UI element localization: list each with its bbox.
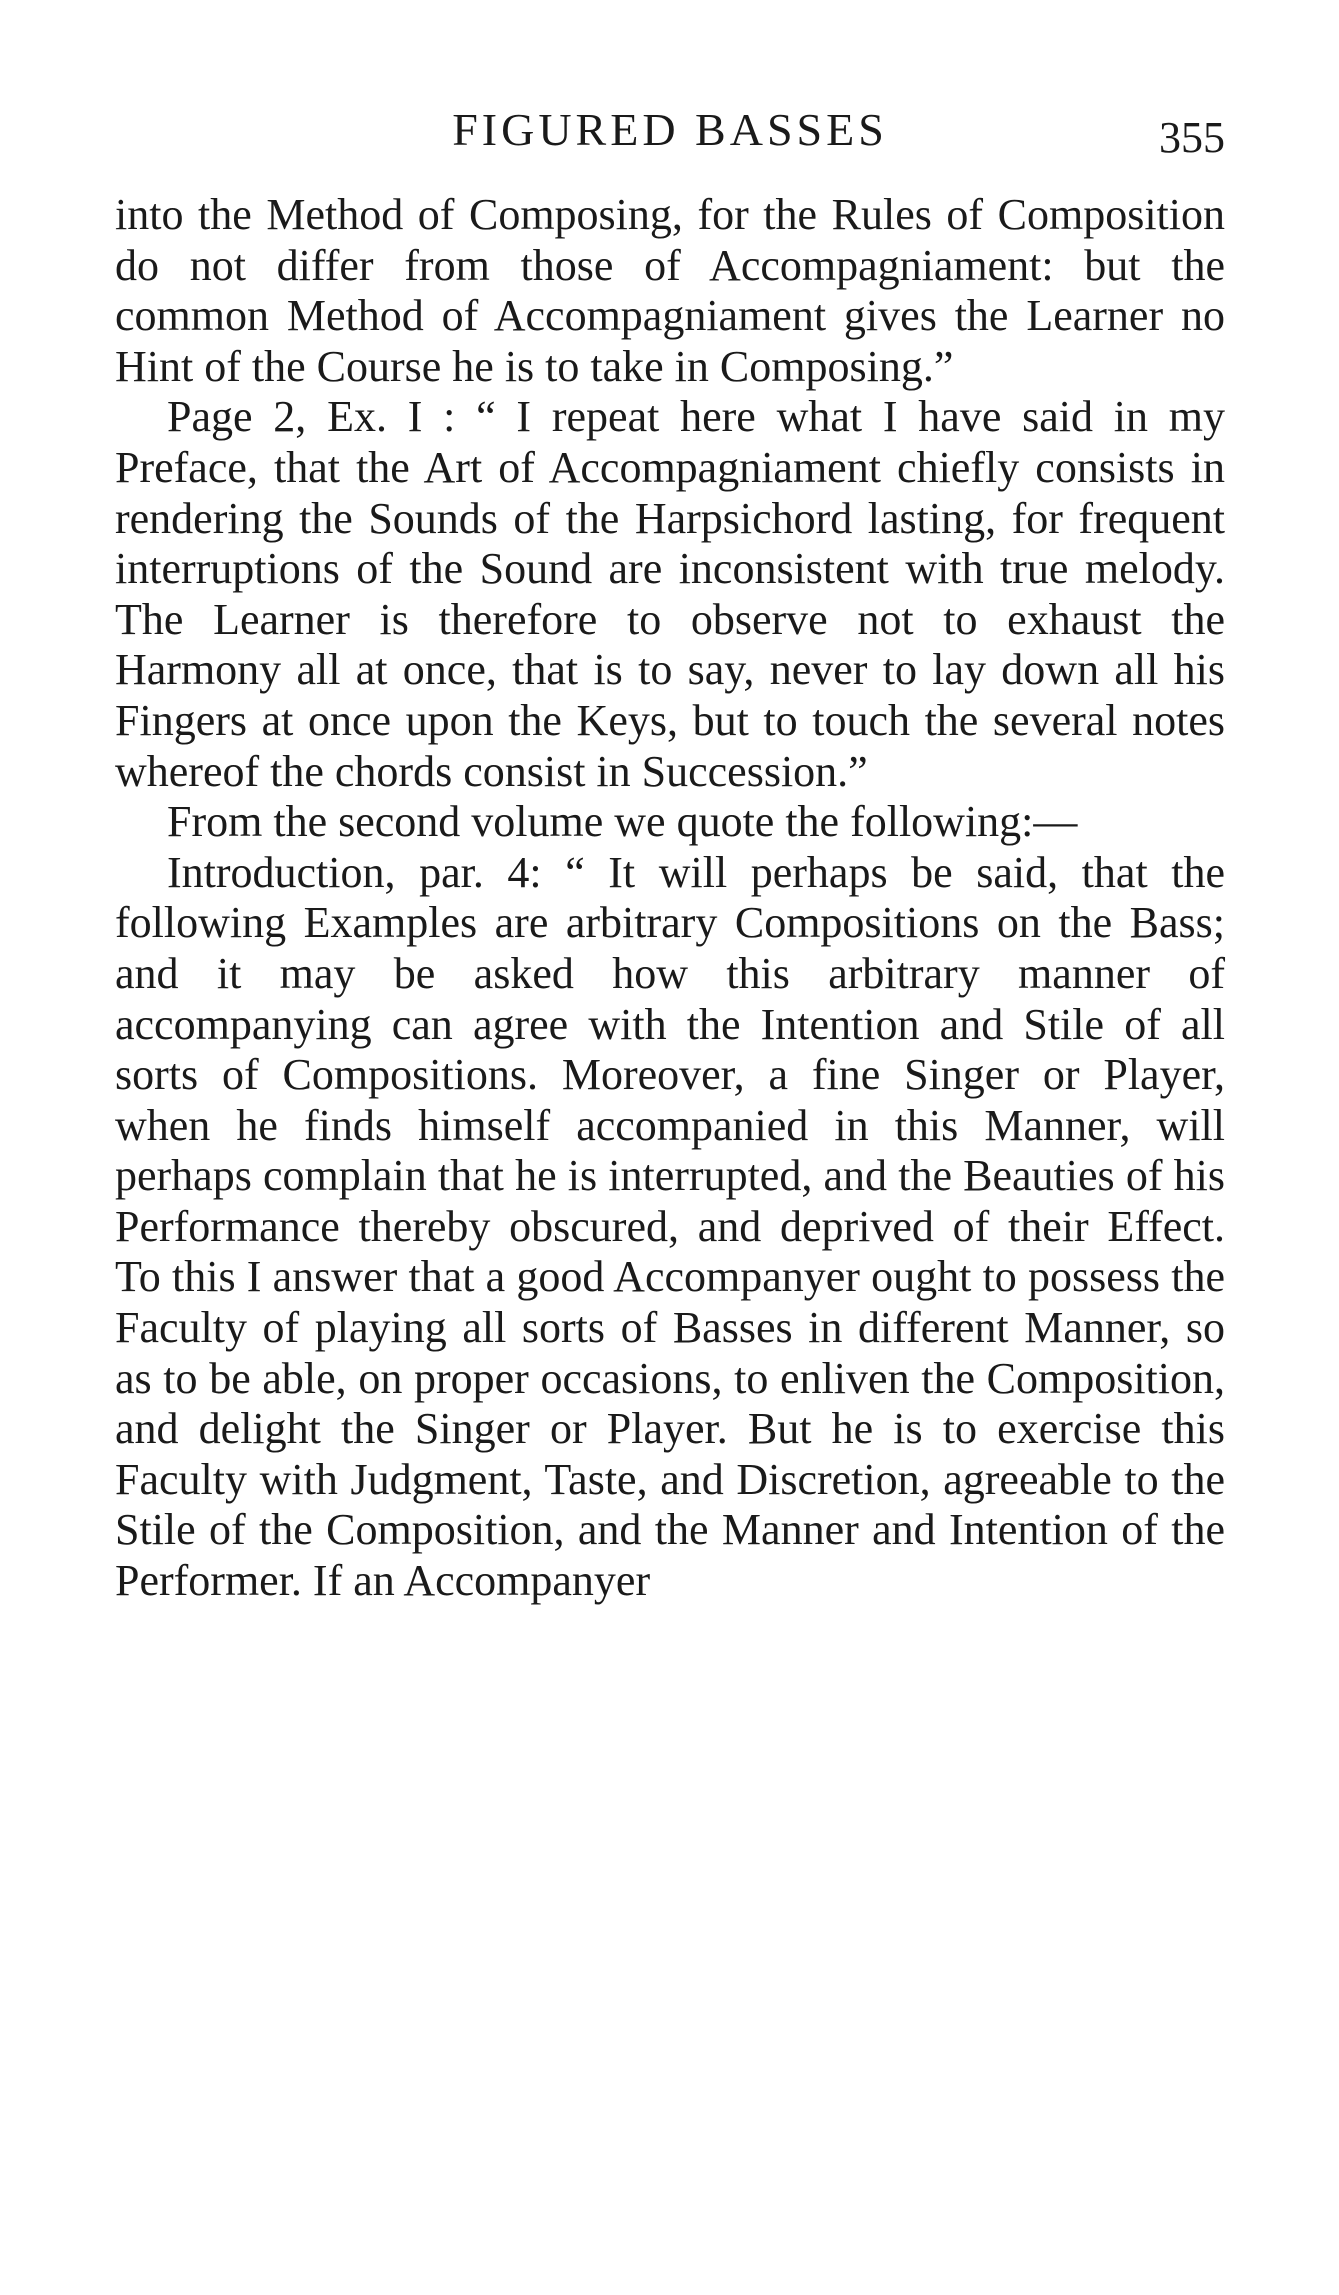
- running-title: FIGURED BASSES: [452, 104, 888, 155]
- page-number: 355: [1159, 113, 1225, 162]
- running-head: [115, 100, 1225, 160]
- body-text: [115, 190, 1225, 1607]
- paragraph-page-2-quote: Page 2, Ex. I : “ I repeat here what I have said in my Preface, that the Art of Accompagniament chiefly consists in rendering the Sounds of the Harpsichord lasting, for frequent interruptions of the Sound are inconsistent with true melody. The Learner is therefore to observe not to exhaust the Harmony all at once, that is to say, never to lay down all his Fingers at once upon the Keys, but to touch the several notes whereof the chords consist in Succession.”: [115, 392, 1225, 796]
- paragraph-continuation: into the Method of Composing, for the Rules of Composition do not differ from those of Accompagniament: but the common Method of Accompagniament gives the Learner no Hint of the Course he is to take in Composing.”: [115, 190, 1225, 391]
- paragraph-introduction-quote: Introduction, par. 4: “ It will perhaps be said, that the following Examples are arbitrary Compositions on the Bass; and it may be asked how this arbitrary manner of accompanying can agree with the Intention and Stile of all sorts of Compositions. Moreover, a fine Singer or Player, when he finds himself accompanied in this Manner, will perhaps complain that he is interrupted, and the Beauties of his Performance thereby obscured, and deprived of their Effect. To this I answer that a good Accompanyer ought to possess the Faculty of playing all sorts of Basses in different Manner, so as to be able, on proper occasions, to enliven the Composition, and delight the Singer or Player. But he is to exercise this Faculty with Judgment, Taste, and Discretion, agreeable to the Stile of the Composition, and the Manner and Intention of the Performer. If an Accompanyer: [115, 847, 1225, 1606]
- paragraph-second-volume-intro: From the second volume we quote the following:—: [167, 797, 1078, 847]
